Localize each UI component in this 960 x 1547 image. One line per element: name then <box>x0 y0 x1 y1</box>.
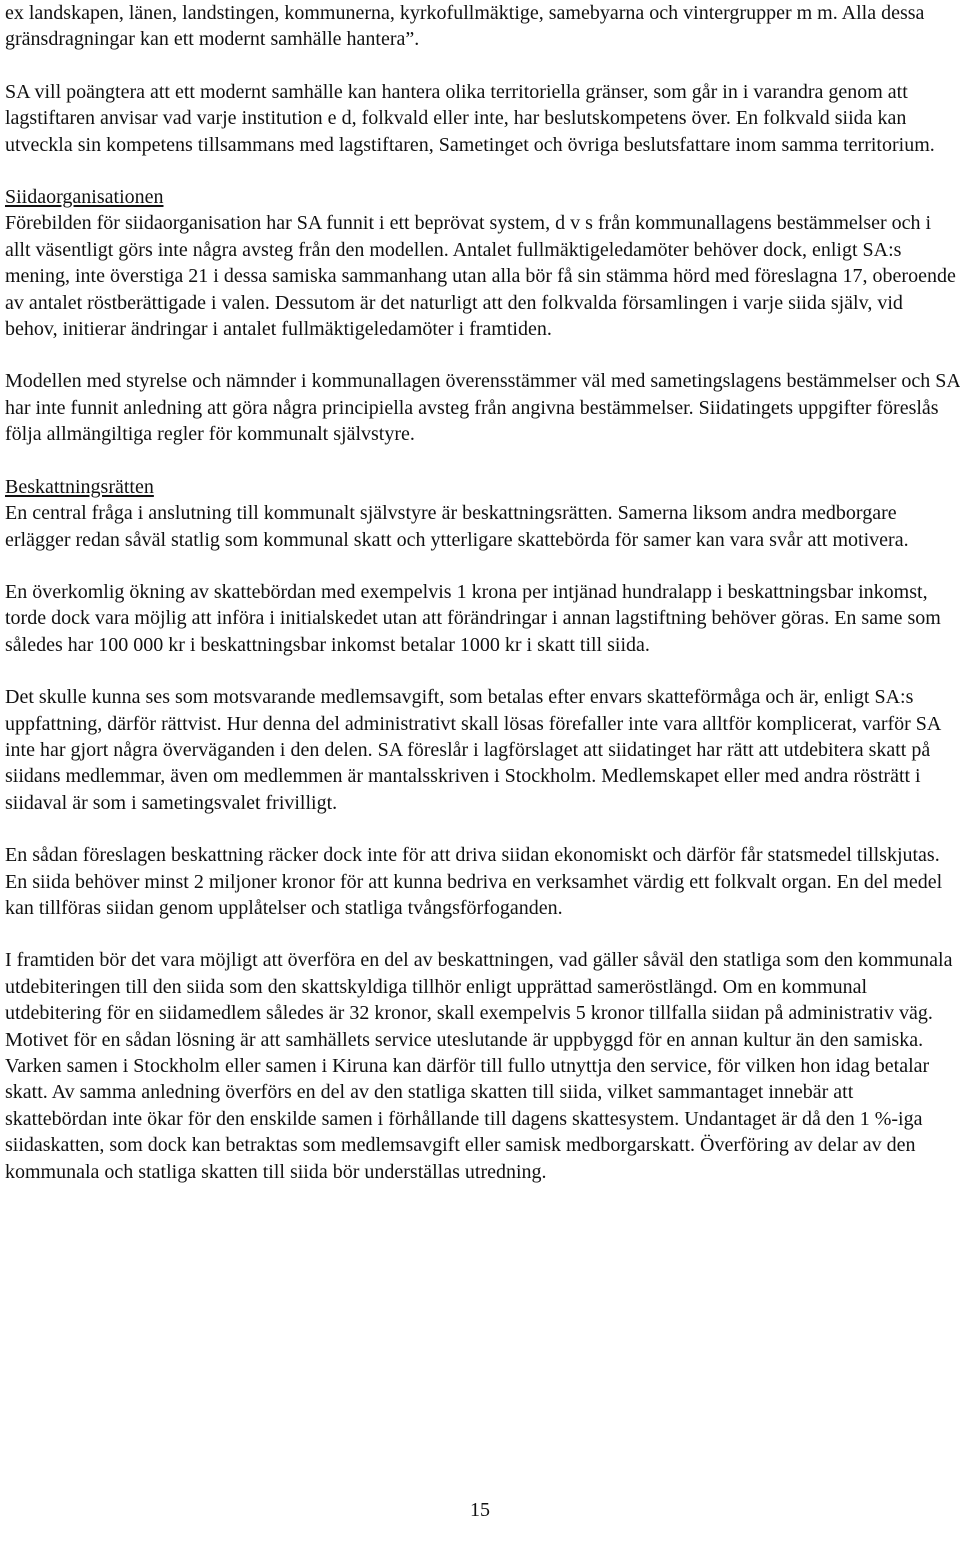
paragraph-spacer <box>5 448 960 474</box>
document-page <box>5 0 960 1185</box>
siida-organisation-paragraph: Förebilden för siidaorganisation har SA funnit i ett beprövat system, d v s från kommunallagens bestämmelser och i allt väsentligt görs inte några avsteg från den modellen. Antalet fullmäktigeledamöter behöver dock, enligt SA:s mening, inte överstiga 21 i dessa samiska sammanhang utan alla bör få sin stämma hörd med föreslagna 17, oberoende av antalet röstberättigade i valen. Dessutom är det naturligt att den folkvalda församlingen i varje siida själv, vid behov, initierar ändringar i antalet fullmäktigeledamöter i framtiden. <box>5 212 956 341</box>
paragraph-spacer <box>5 342 960 368</box>
page-number: 15 <box>470 1499 490 1521</box>
intro-paragraph: ex landskapen, länen, landstingen, kommunerna, kyrkofullmäktige, samebyarna och vintergrupper m m. Alla dessa gränsdragningar kan ett modernt samhälle hantera”. <box>5 2 925 51</box>
section-heading-siidaorganisationen: Siidaorganisationen <box>5 186 164 209</box>
tax-increase-paragraph: En överkomlig ökning av skattebördan med exempelvis 1 krona per intjänad hundralapp i beskattningsbar inkomst, torde dock vara möjlig att införa i initialskedet utan att förändringar i annan lagstiftning behöver göras. En same som således har 100 000 kr i beskattningsbar inkomst betalar 1000 kr i skatt till siida. <box>5 580 941 656</box>
territory-paragraph: SA vill poängtera att ett modernt samhälle kan hantera olika territoriella gränser, som går in i varandra genom att lagstiftaren anvisar vad varje institution e d, folkvald eller inte, har beslutskompetens över. En folkvald siida kan utveckla sin kompetens tillsammans med lagstiftaren, Sametinget och övriga beslutsfattare inom samma territorium. <box>5 80 935 156</box>
paragraph-spacer <box>5 158 960 184</box>
tax-central-paragraph: En central fråga i anslutning till kommunalt självstyre är beskattningsrätten. Samerna liksom andra medborgare erlägger redan såväl statlig som kommunal skatt och ytterligare skattebörda för samer kan vara svår att motivera. <box>5 502 909 551</box>
tax-fee-paragraph: Det skulle kunna ses som motsvarande medlemsavgift, som betalas efter envars skatteförmåga och är, enligt SA:s uppfattning, därför rättvist. Hur denna del administrativt skall lösas förefaller inte vara alltför komplicerat, varför SA inte har gjort några överväganden i den delen. SA föreslår i lagförslaget att siidatinget har rätt att utdebitera skatt på siidans medlemmar, även om medlemmen är mantalsskriven i Stockholm. Medlemskapet eller med andra rösträtt i siidaval är som i sametingsvalet frivilligt. <box>5 686 941 814</box>
state-funds-paragraph: En sådan föreslagen beskattning räcker dock inte för att driva siidan ekonomiskt och därför får statsmedel tillskjutas. En siida behöver minst 2 miljoner kronor för att kunna bedriva en verksamhet värdig ett folkvalt organ. En del medel kan tillföras siidan genom upplåtelser och statliga tvångsförfoganden. <box>5 844 943 919</box>
section-heading-beskattningsratten: Beskattningsrätten <box>5 475 154 498</box>
paragraph-spacer <box>5 816 960 842</box>
model-paragraph: Modellen med styrelse och nämnder i kommunallagen överensstämmer väl med sametingslagens bestämmelser och SA har inte funnit anledning att göra några principiella avsteg från angivna bestämmelser. Siidatingets uppgifter föreslås följa allmängiltiga regler för kommunalt självstyre. <box>5 370 960 446</box>
future-paragraph: I framtiden bör det vara möjligt att överföra en del av beskattningen, vad gäller såväl den statliga som den kommunala utdebiteringen till den siida som den skattskyldiga tillhör enligt upprättad sameröstlängd. Om en kommunal utdebitering för en siidamedlem således är 32 kronor, skall exempelvis 5 kronor tillfalla siidan på administrativ väg. Motivet för en sådan lösning är att samhällets service uteslutande är uppbyggd för en annan kultur än den samiska. Varken samen i Stockholm eller samen i Kiruna kan därför till fullo utnyttja den service, för vilken hon idag betalar skatt. Av samma anledning överförs en del av den statliga skatten till siida, vilket sammantaget innebär att skattebördan inte ökar för den enskilde samen i förhållande till dagens skattesystem. Undantaget är då den 1 %-iga siidaskatten, som dock kan betraktas som medlemsavgift eller samisk medborgarskatt. Överföring av delar av den kommunala och statliga skatten till siida bör underställas utredning. <box>5 949 953 1183</box>
paragraph-spacer <box>5 53 960 79</box>
paragraph-spacer <box>5 553 960 579</box>
paragraph-spacer <box>5 921 960 947</box>
paragraph-spacer <box>5 658 960 684</box>
